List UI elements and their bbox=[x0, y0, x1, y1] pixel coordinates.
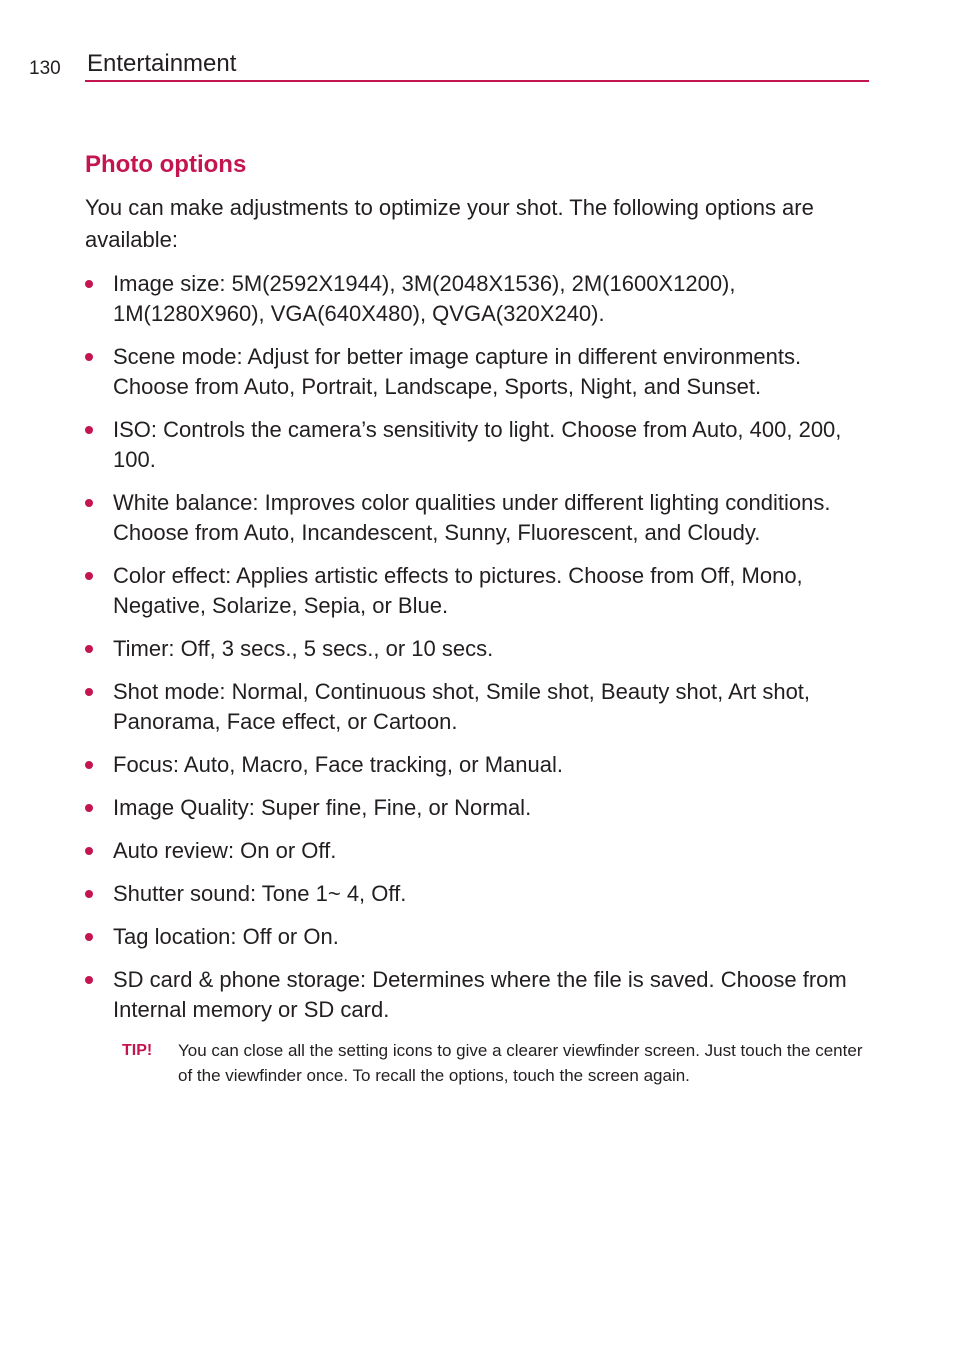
option-term: Image size bbox=[113, 271, 220, 296]
option-term: SD card & phone storage bbox=[113, 967, 361, 992]
option-term: Image Quality bbox=[113, 795, 249, 820]
list-item bbox=[85, 561, 875, 621]
list-item bbox=[85, 342, 875, 402]
list-item bbox=[85, 634, 875, 664]
option-description: : Applies artistic effects to pictures. Choose from Off, Mono, Negative, Solarize, Sepia, or Blue. bbox=[113, 563, 803, 618]
section-title: Entertainment bbox=[87, 50, 237, 77]
main-content bbox=[85, 150, 875, 1088]
bullet-icon bbox=[85, 645, 93, 653]
option-term: Shot mode bbox=[113, 679, 220, 704]
option-description: : Off, 3 secs., 5 secs., or 10 secs. bbox=[168, 636, 494, 661]
bullet-icon bbox=[85, 688, 93, 696]
bullet-icon bbox=[85, 761, 93, 769]
option-description: : On or Off. bbox=[227, 838, 337, 863]
option-term: Shutter sound bbox=[113, 881, 250, 906]
tip-label: TIP! bbox=[122, 1042, 153, 1059]
bullet-icon bbox=[85, 890, 93, 898]
bullet-icon bbox=[85, 804, 93, 812]
page-number: 130 bbox=[29, 58, 61, 79]
option-description: : Improves color qualities under different lighting conditions. Choose from Auto, Incandescent, Sunny, Fluorescent, and Cloudy. bbox=[113, 490, 831, 545]
section-heading: Photo options bbox=[85, 151, 247, 178]
option-term: Focus bbox=[113, 752, 173, 777]
bullet-icon bbox=[85, 426, 93, 434]
bullet-icon bbox=[85, 976, 93, 984]
option-term: Auto review bbox=[113, 838, 228, 863]
photo-options-list bbox=[85, 269, 875, 1025]
option-description: : Auto, Macro, Face tracking, or Manual. bbox=[172, 752, 563, 777]
intro-paragraph: You can make adjustments to optimize your shot. The following options are available: bbox=[85, 195, 814, 252]
bullet-icon bbox=[85, 280, 93, 288]
bullet-icon bbox=[85, 353, 93, 361]
option-description: : Determines where the file is saved. Choose from Internal memory or SD card. bbox=[113, 967, 847, 1022]
list-item bbox=[85, 879, 875, 909]
tip-text: You can close all the setting icons to give a clearer viewfinder screen. Just touch the center of the viewfinder once. To recall the options, touch the screen again. bbox=[178, 1041, 863, 1085]
list-item bbox=[85, 269, 875, 329]
option-description: : Off or On. bbox=[230, 924, 339, 949]
list-item bbox=[85, 965, 875, 1025]
bullet-icon bbox=[85, 847, 93, 855]
bullet-icon bbox=[85, 933, 93, 941]
option-term: Color effect bbox=[113, 563, 226, 588]
option-term: Timer bbox=[113, 636, 169, 661]
option-description: : 5M(2592X1944), 3M(2048X1536), 2M(1600X1200), 1M(1280X960), VGA(640X480), QVGA(320X240). bbox=[113, 271, 736, 326]
list-item bbox=[85, 488, 875, 548]
list-item bbox=[85, 415, 875, 475]
option-description: : Controls the camera’s sensitivity to light. Choose from Auto, 400, 200, 100. bbox=[113, 417, 842, 472]
option-term: Tag location bbox=[113, 924, 231, 949]
list-item bbox=[85, 922, 875, 952]
option-description: : Super fine, Fine, or Normal. bbox=[248, 795, 532, 820]
tip-note bbox=[85, 1038, 875, 1088]
option-term: ISO bbox=[113, 417, 151, 442]
list-item bbox=[85, 836, 875, 866]
bullet-icon bbox=[85, 572, 93, 580]
option-description: : Normal, Continuous shot, Smile shot, Beauty shot, Art shot, Panorama, Face effect, or Cartoon. bbox=[113, 679, 811, 734]
list-item bbox=[85, 793, 875, 823]
option-description: : Tone 1~ 4, Off. bbox=[249, 881, 407, 906]
option-description: : Adjust for better image capture in different environments. Choose from Auto, Portrait, Landscape, Sports, Night, and Sunset. bbox=[113, 344, 802, 399]
bullet-icon bbox=[85, 499, 93, 507]
option-term: White balance bbox=[113, 490, 253, 515]
header-divider bbox=[85, 80, 869, 82]
list-item bbox=[85, 750, 875, 780]
list-item bbox=[85, 677, 875, 737]
option-term: Scene mode bbox=[113, 344, 237, 369]
